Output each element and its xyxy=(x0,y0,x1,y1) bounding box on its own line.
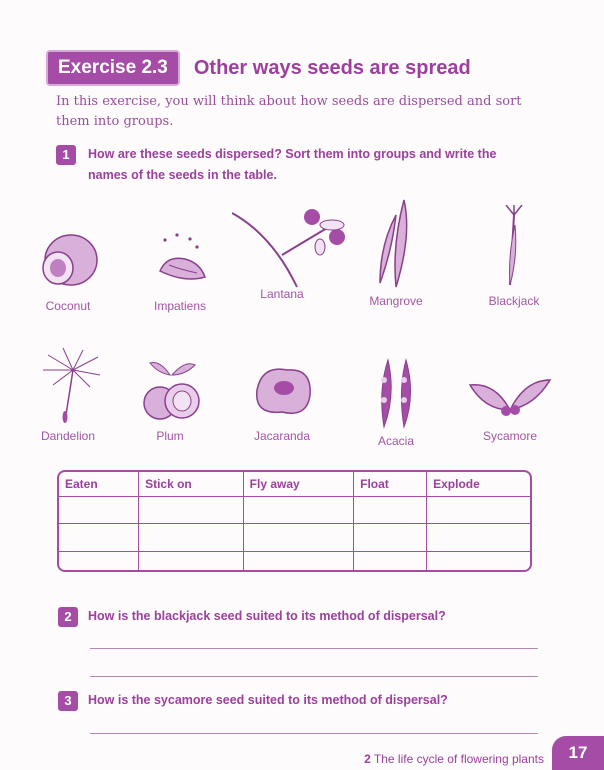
dandelion-icon xyxy=(28,345,108,425)
table-header-explode: Explode xyxy=(427,472,530,497)
seed-plum xyxy=(120,355,220,443)
chapter-title: The life cycle of flowering plants xyxy=(373,752,544,766)
exercise-badge: Exercise 2.3 xyxy=(46,50,180,86)
table-cell[interactable] xyxy=(354,497,427,524)
blackjack-icon xyxy=(484,205,544,290)
answer-line[interactable] xyxy=(90,733,538,734)
page-number: 17 xyxy=(552,736,604,770)
table-cell[interactable] xyxy=(427,497,530,524)
question-3-number: 3 xyxy=(58,691,78,711)
table-header-float: Float xyxy=(354,472,427,497)
seed-label-acacia: Acacia xyxy=(377,434,415,448)
table-cell[interactable] xyxy=(427,524,530,551)
table-cell[interactable] xyxy=(427,552,530,570)
seed-label-impatiens: Impatiens xyxy=(153,299,207,313)
seed-dandelion xyxy=(18,345,118,443)
chapter-number: 2 xyxy=(364,752,371,766)
sorting-table xyxy=(57,470,532,572)
seed-sycamore xyxy=(460,370,560,443)
table-cell[interactable] xyxy=(244,497,354,524)
seed-lantana xyxy=(232,205,332,301)
table-cell[interactable] xyxy=(139,552,244,570)
table-header-stick-on: Stick on xyxy=(139,472,244,497)
exercise-header xyxy=(46,50,471,86)
impatiens-icon xyxy=(145,225,215,295)
answer-line[interactable] xyxy=(90,676,538,677)
table-cell[interactable] xyxy=(244,552,354,570)
sycamore-icon xyxy=(465,370,555,425)
seed-impatiens xyxy=(130,225,230,313)
lantana-icon xyxy=(232,205,352,295)
exercise-intro: In this exercise, you will think about how seeds are dispersed and sort them into groups. xyxy=(56,94,522,129)
question-3-text: How is the sycamore seed suited to its method of dispersal? xyxy=(88,693,448,707)
table-row xyxy=(59,524,530,551)
seed-blackjack xyxy=(464,205,564,308)
question-1-text: How are these seeds dispersed? Sort them into groups and write the names of the seeds in the table. xyxy=(88,147,497,182)
seed-acacia xyxy=(346,355,446,448)
table-cell[interactable] xyxy=(354,552,427,570)
exercise-title: Other ways seeds are spread xyxy=(193,56,471,79)
question-1-number: 1 xyxy=(56,145,76,165)
plum-icon xyxy=(130,355,210,425)
seed-label-plum: Plum xyxy=(156,429,184,443)
seed-jacaranda xyxy=(232,360,332,443)
question-2-number: 2 xyxy=(58,607,78,627)
seed-label-jacaranda: Jacaranda xyxy=(253,429,311,443)
seed-label-sycamore: Sycamore xyxy=(482,429,538,443)
table-row xyxy=(59,552,530,570)
jacaranda-icon xyxy=(242,360,322,425)
table-cell[interactable] xyxy=(139,497,244,524)
seed-label-blackjack: Blackjack xyxy=(488,294,540,308)
seed-coconut xyxy=(18,225,118,313)
table-row xyxy=(59,497,530,524)
answer-line[interactable] xyxy=(90,648,538,649)
chapter-footer xyxy=(364,752,544,766)
table-header-eaten: Eaten xyxy=(59,472,139,497)
table-cell[interactable] xyxy=(59,524,139,551)
table-cell[interactable] xyxy=(139,524,244,551)
mangrove-icon xyxy=(366,195,426,290)
table-cell[interactable] xyxy=(59,552,139,570)
table-cell[interactable] xyxy=(354,524,427,551)
question-2-text: How is the blackjack seed suited to its method of dispersal? xyxy=(88,609,446,623)
coconut-icon xyxy=(33,225,103,295)
seed-label-lantana: Lantana xyxy=(260,287,304,301)
seed-label-dandelion: Dandelion xyxy=(40,429,96,443)
seed-label-coconut: Coconut xyxy=(45,299,91,313)
acacia-icon xyxy=(366,355,426,430)
table-cell[interactable] xyxy=(59,497,139,524)
table-cell[interactable] xyxy=(244,524,354,551)
table-header-fly-away: Fly away xyxy=(244,472,354,497)
seed-mangrove xyxy=(346,195,446,308)
seed-label-mangrove: Mangrove xyxy=(369,294,423,308)
table-header-row xyxy=(59,472,530,497)
